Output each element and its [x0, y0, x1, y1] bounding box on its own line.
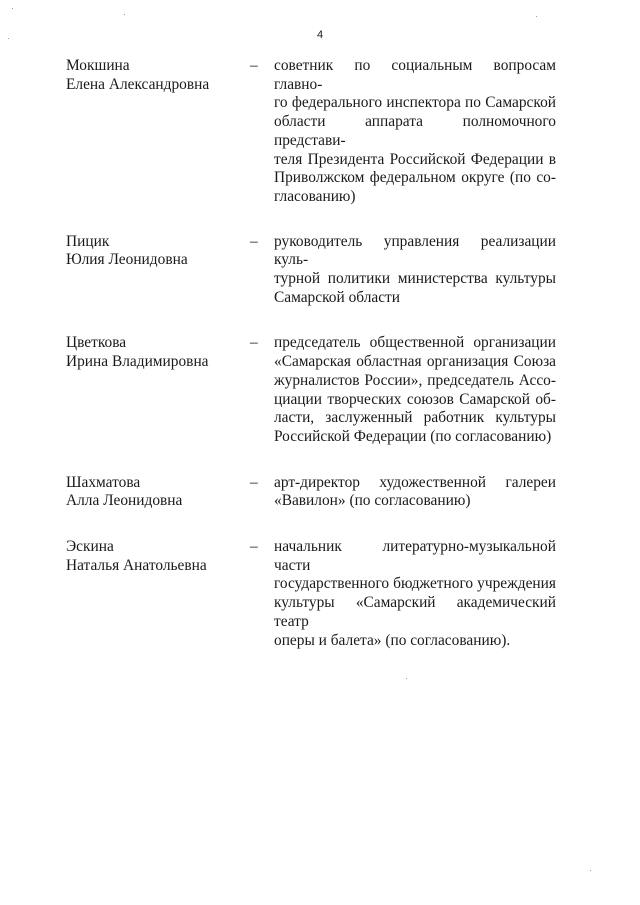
surname: Цветкова [66, 334, 127, 352]
description-line: Приволжском федеральном округе (по со- [274, 169, 556, 187]
members-list [66, 57, 556, 650]
description-line: турной политики министерства культуры [274, 270, 556, 288]
person-name [66, 334, 250, 371]
list-item [66, 233, 556, 308]
description-line: культуры «Самарский академический театр [274, 594, 556, 630]
dash-separator: – [250, 232, 258, 250]
scan-speck [536, 16, 537, 17]
dash-separator: – [250, 473, 258, 491]
description-line: гласованию) [274, 187, 356, 205]
page-number: 4 [316, 29, 324, 41]
description-line: председатель общественной организации [274, 334, 556, 352]
given-names: Юлия Леонидовна [66, 251, 188, 269]
description-line: ласти, заслуженный работник культуры [274, 409, 556, 427]
scan-speck [8, 38, 9, 39]
position-description [274, 538, 556, 650]
description-line: Российской Федерации (по согласованию) [274, 427, 552, 445]
person-name [66, 233, 250, 270]
scan-speck [406, 678, 407, 679]
description-line: государственного бюджетного учреждения [274, 575, 556, 593]
position-description [274, 57, 556, 207]
description-line: оперы и балета» (по согласованию). [274, 631, 511, 649]
position-description [274, 233, 556, 308]
given-names: Наталья Анатольевна [66, 556, 207, 574]
given-names: Ирина Владимировна [66, 353, 209, 371]
surname: Шахматова [66, 473, 141, 491]
person-name [66, 538, 250, 575]
list-item [66, 334, 556, 446]
description-line: арт-директор художественной галереи [274, 473, 556, 491]
description-line: Самарской области [274, 288, 401, 306]
person-name [66, 57, 250, 94]
description-line: советник по социальным вопросам главно- [274, 57, 556, 93]
dash-separator: – [250, 57, 258, 74]
scan-speck [12, 8, 13, 9]
position-description [274, 334, 556, 446]
list-item [66, 57, 556, 207]
list-item [66, 474, 556, 511]
description-line: журналистов России», председатель Ассо- [274, 371, 556, 389]
description-line: го федерального инспектора по Самарской [274, 94, 556, 112]
surname: Эскина [66, 538, 114, 556]
list-item [66, 538, 556, 650]
person-name [66, 474, 250, 511]
surname: Мокшина [66, 57, 130, 74]
position-description [274, 474, 556, 511]
given-names: Елена Александровна [66, 75, 210, 93]
description-line: «Вавилон» (по согласованию) [274, 492, 471, 510]
surname: Пицик [66, 232, 110, 250]
dash-separator: – [250, 538, 258, 556]
scan-speck [590, 870, 591, 871]
description-line: «Самарская областная организация Союза [274, 353, 556, 371]
scan-speck [124, 14, 125, 15]
description-line: области аппарата полномочного представи- [274, 113, 556, 149]
dash-separator: – [250, 334, 258, 352]
description-line: руководитель управления реализации куль- [274, 232, 556, 269]
description-line: теля Президента Российской Федерации в [274, 150, 556, 168]
description-line: циации творческих союзов Самарской об- [274, 390, 556, 408]
given-names: Алла Леонидовна [66, 492, 183, 510]
description-line: начальник литературно-музыкальной части [274, 538, 556, 574]
